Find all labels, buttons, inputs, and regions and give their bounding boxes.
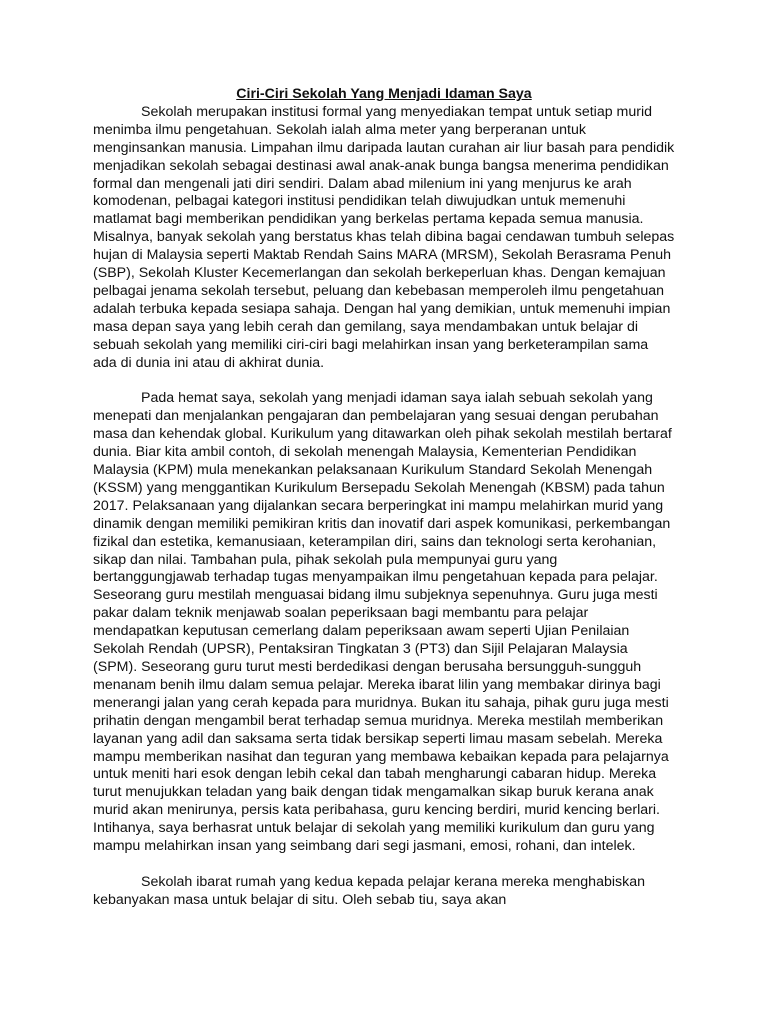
paragraph-second-home: Sekolah ibarat rumah yang kedua kepada pelajar kerana mereka menghabiskan kebanyakan masa untuk belajar di situ. Oleh sebab tiu, saya akan [93, 873, 645, 908]
essay-title: Ciri-Ciri Sekolah Yang Menjadi Idaman Saya [236, 86, 532, 102]
paragraph-curriculum-teachers: Pada hemat saya, sekolah yang menjadi idaman saya ialah sebuah sekolah yang menepati dan menjalankan pengajaran dan pembelajaran yang sesuai dengan perubahan masa dan kehendak global. Kurikulum yang ditawarkan oleh pihak sekolah mestilah bertaraf dunia. Biar kita ambil contoh, di sekolah menengah Malaysia, Kementerian Pendidikan Malaysia (KPM) mula menekankan pelaksanaan Kurikulum Standard Sekolah Menengah (KSSM) yang menggantikan Kurikulum Bersepadu Sekolah Menengah (KBSM) pada tahun 2017. Pelaksanaan yang dijalankan secara berperingkat ini mampu melahirkan murid yang dinamik dengan memiliki pemikiran kritis dan inovatif dari aspek komunikasi, perkembangan fizikal dan estetika, kemanusiaan, keterampilan diri, sains dan teknologi serta kerohanian, sikap dan nilai. Tambahan pula, pihak sekolah pula mempunyai guru yang bertanggungjawab terhadap tugas menyampaikan ilmu pengetahuan kepada para pelajar. Seseorang guru mestilah menguasai bidang ilmu subjeknya sepenuhnya. Guru juga mesti pakar dalam teknik menjawab soalan peperiksaan bagi membantu para pelajar mendapatkan keputusan cemerlang dalam peperiksaan awam seperti Ujian Penilaian Sekolah Rendah (UPSR), Pentaksiran Tingkatan 3 (PT3) dan Sijil Pelajaran Malaysia (SPM). Seseorang guru turut mesti berdedikasi dengan berusaha bersungguh-sungguh menanam benih ilmu dalam semua pelajar. Mereka ibarat lilin yang membakar dirinya bagi menerangi jalan yang cerah kepada para muridnya. Bukan itu sahaja, pihak guru juga mesti prihatin dengan mengambil berat terhadap semua muridnya. Mereka mestilah memberikan layanan yang adil dan saksama serta tidak bersikap seperti limau masam sebelah. Mereka mampu memberikan nasihat dan teguran yang membawa kebaikan kepada para pelajarnya untuk meniti hari esok dengan lebih cekal dan tabah mengharungi cabaran hidup. Mereka turut menujukkan teladan yang baik dengan tidak mengamalkan sikap buruk kerana anak murid akan menirunya, persis kata peribahasa, guru kencing berdiri, murid kencing berlari. Intihanya, saya berhasrat untuk belajar di sekolah yang memiliki kurikulum dan guru yang mampu melahirkan insan yang seimbang dari segi jasmani, emosi, rohani, dan intelek. [93, 390, 672, 855]
document-body [93, 86, 675, 910]
paragraph-introduction: Sekolah merupakan institusi formal yang menyediakan tempat untuk setiap murid menimba ilmu pengetahuan. Sekolah ialah alma meter yang berperanan untuk menginsankan manusia. Limpahan ilmu daripada lautan curahan air liur basah para pendidik menjadikan sekolah sebagai destinasi awal anak-anak bunga bangsa menerima pendidikan formal dan mengenali jati diri sendiri. Dalam abad milenium ini yang menjurus ke arah komodenan, pelbagai kategori institusi pendidikan telah diwujudkan untuk memenuhi matlamat bagi memberikan pendidikan yang berkelas pertama kepada semua manusia. Misalnya, banyak sekolah yang berstatus khas telah dibina bagai cendawan tumbuh selepas hujan di Malaysia seperti Maktab Rendah Sains MARA (MRSM), Sekolah Berasrama Penuh (SBP), Sekolah Kluster Kecemerlangan dan sekolah berkeperluan khas. Dengan kemajuan pelbagai jenama sekolah tersebut, peluang dan kebebasan memperoleh ilmu pengetahuan adalah terbuka kepada sesiapa sahaja. Dengan hal yang demikian, untuk memenuhi impian masa depan saya yang lebih cerah dan gemilang, saya mendambakan untuk belajar di sebuah sekolah yang memiliki ciri-ciri bagi melahirkan insan yang berketerampilan sama ada di dunia ini atau di akhirat dunia. [93, 103, 675, 371]
